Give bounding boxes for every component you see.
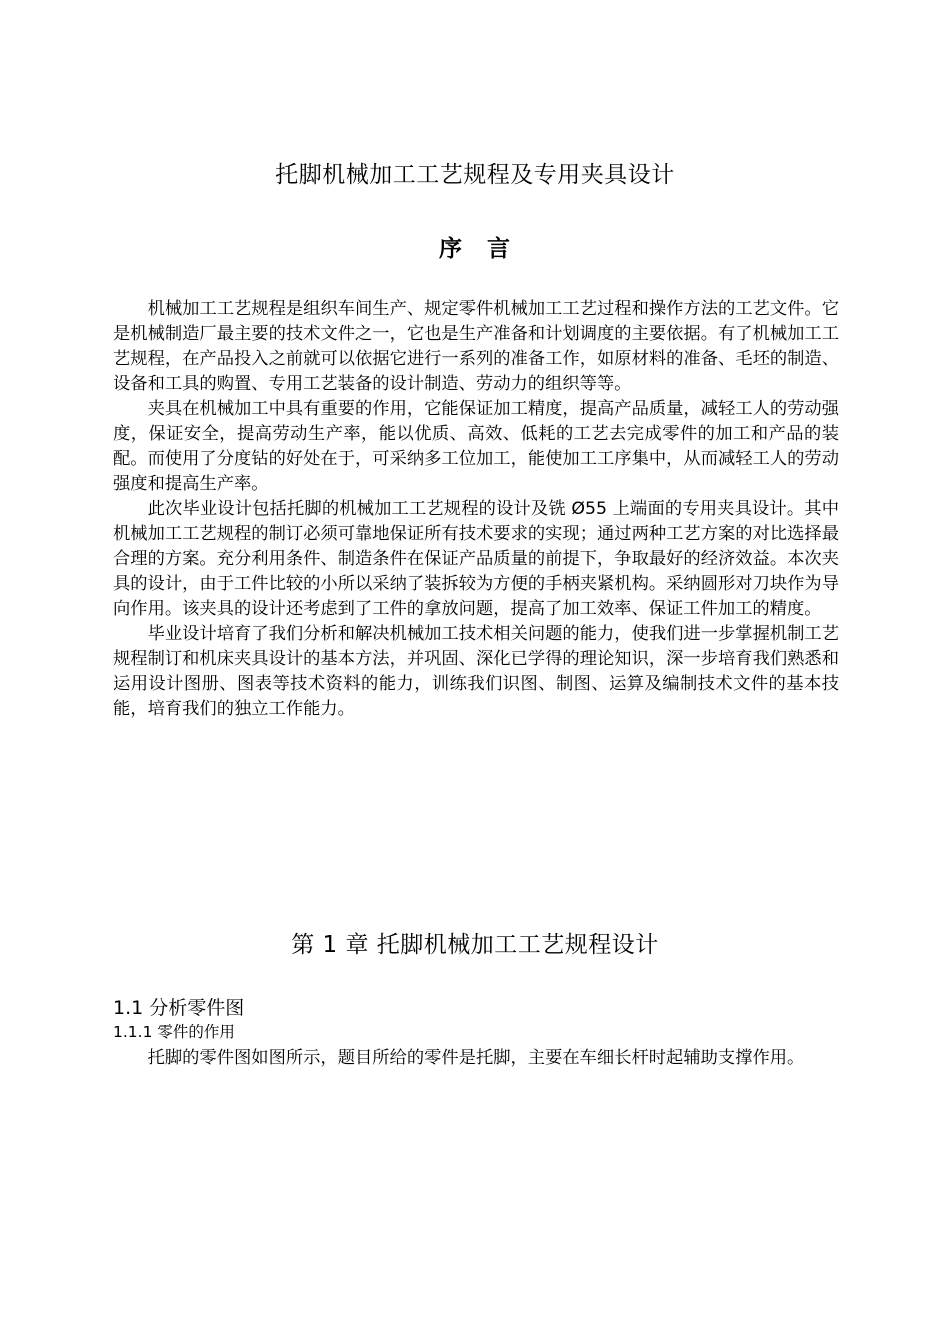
preface-body [113, 297, 839, 722]
preface-paragraph-3: 此次毕业设计包括托脚的机械加工工艺规程的设计及铣 Ø55 上端面的专用夹具设计。其中机械加工工艺规程的制订必须可靠地保证所有技术要求的实现；通过两种工艺方案的对比选择最合理的方案。充分利用条件、制造条件在保证产品质量的前提下，争取最好的经济效益。本次夹具的设计，由于工件比较的小所以采纳了装拆较为方便的手柄夹紧机构。采纳圆形对刀块作为导向作用。该夹具的设计还考虑到了工件的拿放问题，提高了加工效率、保证工件加工的精度。 [113, 499, 839, 619]
preface-heading: 序 言 [439, 236, 511, 262]
section-body [113, 1046, 839, 1071]
subsection-title: 1.1.1 零件的作用 [113, 1023, 235, 1041]
document-title: 托脚机械加工工艺规程及专用夹具设计 [275, 162, 675, 188]
section-title: 1.1 分析零件图 [113, 997, 245, 1019]
preface-paragraph-1: 机械加工工艺规程是组织车间生产、规定零件机械加工工艺过程和操作方法的工艺文件。它是机械制造厂最主要的技术文件之一，它也是生产准备和计划调度的主要依据。有了机械加工工艺规程，在产品投入之前就可以依据它进行一系列的准备工作，如原材料的准备、毛坯的制造、设备和工具的购置、专用工艺装备的设计制造、劳动力的组织等等。 [113, 299, 839, 394]
section-paragraph: 托脚的零件图如图所示，题目所给的零件是托脚，主要在车细长杆时起辅助支撑作用。 [147, 1048, 805, 1068]
preface-paragraph-2: 夹具在机械加工中具有重要的作用，它能保证加工精度，提高产品质量，减轻工人的劳动强度，保证安全，提高劳动生产率，能以优质、高效、低耗的工艺去完成零件的加工和产品的装配。而使用了分度钻的好处在于，可采纳多工位加工，能使加工工序集中，从而减轻工人的劳动强度和提高生产率。 [113, 399, 839, 494]
preface-paragraph-4: 毕业设计培育了我们分析和解决机械加工技术相关问题的能力，使我们进一步掌握机制工艺规程制订和机床夹具设计的基本方法，并巩固、深化已学得的理论知识，深一步培育我们熟悉和运用设计图册、图表等技术资料的能力，训练我们识图、制图、运算及编制技术文件的基本技能，培育我们的独立工作能力。 [113, 624, 839, 719]
chapter-title: 第 1 章 托脚机械加工工艺规程设计 [291, 932, 659, 958]
